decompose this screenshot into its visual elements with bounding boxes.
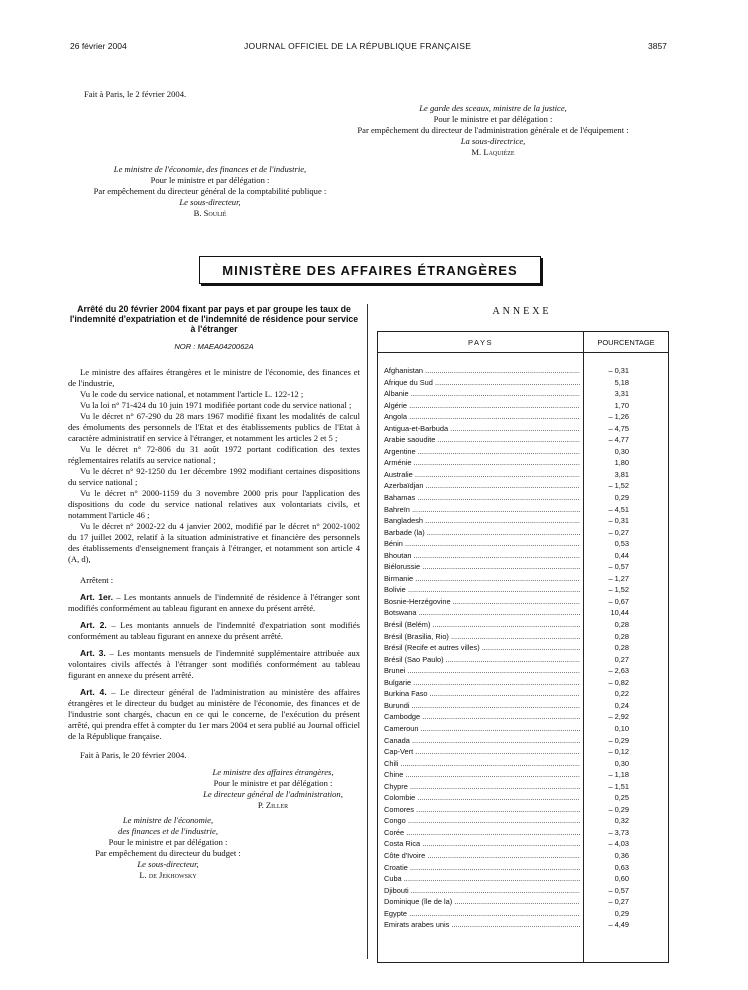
percentage-value: 0,25 bbox=[614, 793, 629, 803]
table-row bbox=[384, 896, 662, 908]
table-row bbox=[384, 815, 662, 827]
country-name: Biélorussie ..... bbox=[384, 561, 580, 573]
table-row bbox=[384, 584, 662, 596]
percentage-value: 0,24 bbox=[614, 700, 629, 710]
percentage-value: 0,10 bbox=[614, 723, 629, 733]
nor-reference: NOR : MAEA0420062A bbox=[174, 342, 254, 351]
visas bbox=[68, 367, 360, 761]
table-row bbox=[384, 827, 662, 839]
country-name: Antigua-et-Barbuda ..... bbox=[384, 423, 580, 435]
country-name: Djibouti ..... bbox=[384, 885, 580, 897]
article-text: – Le directeur général de l'administration au ministère des affaires étrangères et le directeur du budget au ministère de l'économie, des finances et de l'industrie sont chargés, chacun en ce qui le concerne, de l'exécution du présent arrêté, qui prendra effet à compter du 1er mars 2004 et sera publié au Journal officiel de la République française. bbox=[68, 687, 360, 741]
country-name: Emirats arabes unis ..... bbox=[384, 919, 580, 931]
country-name: Brésil (Belém) ..... bbox=[384, 619, 580, 631]
table-row bbox=[384, 504, 662, 516]
header-date: 26 février 2004 bbox=[70, 41, 127, 51]
percentage-value: 0,30 bbox=[614, 758, 629, 768]
percentage-value: 3,81 bbox=[614, 469, 629, 479]
table-row bbox=[384, 561, 662, 573]
sig-line: Le ministre de l'économie, des finances et de l'industrie, bbox=[113, 164, 307, 174]
country-name: Comores ..... bbox=[384, 804, 580, 816]
sig-line: Le directeur général de l'administration, bbox=[203, 789, 343, 799]
article-3 bbox=[68, 648, 360, 681]
table-row bbox=[384, 573, 662, 585]
table-row bbox=[384, 792, 662, 804]
table-row bbox=[384, 885, 662, 897]
visa-paragraph: Vu la loi n° 71-424 du 10 juin 1971 modifiée portant code du service national ; bbox=[80, 400, 352, 410]
percentage-value: – 0,57 bbox=[608, 885, 629, 895]
table-row bbox=[384, 850, 662, 862]
country-name: Bahreïn ..... bbox=[384, 504, 580, 516]
visa-paragraph: Vu le code du service national, et notamment l'article L. 122-12 ; bbox=[80, 389, 304, 399]
percentage-value: – 1,27 bbox=[608, 573, 629, 583]
table-row bbox=[384, 758, 662, 770]
sig-line: Pour le ministre et par délégation : bbox=[213, 778, 333, 788]
signatory-name: L. de Jekhowsky bbox=[139, 870, 197, 880]
signatory-name: M. Laquièze bbox=[471, 147, 515, 157]
table-row bbox=[384, 781, 662, 793]
article-label: Art. 4. bbox=[80, 687, 107, 697]
table-row bbox=[384, 804, 662, 816]
country-name: Algérie ..... bbox=[384, 400, 580, 412]
table-row bbox=[384, 446, 662, 458]
page-number: 3857 bbox=[648, 41, 667, 51]
country-name: Dominique (île de la) ..... bbox=[384, 896, 580, 908]
visa-paragraph: Vu le décret n° 2000-1159 du 3 novembre 2000 pris pour l'application des dispositions du code du service national relatives aux volontariats civils, et notamment l'article 46 ; bbox=[68, 488, 360, 520]
sig-line: Le ministre de l'économie, bbox=[122, 815, 214, 825]
country-name: Brunei ..... bbox=[384, 665, 580, 677]
country-name: Botswana ..... bbox=[384, 607, 580, 619]
visa-paragraph: Vu le décret n° 67-290 du 28 mars 1967 modifié fixant les modalités de calcul des émoluments des personnels de l'Etat et des établissements publics de l'Etat à caractère administratif en service à l'étranger, et notamment les articles 2 et 5 ; bbox=[68, 411, 360, 443]
fait-paris-arrete: Fait à Paris, le 20 février 2004. bbox=[80, 750, 187, 760]
country-name: Azerbaïdjan ..... bbox=[384, 480, 580, 492]
country-name: Burkina Faso ..... bbox=[384, 688, 580, 700]
visa-paragraph: Le ministre des affaires étrangères et le ministre de l'économie, des finances et de l'industrie, bbox=[68, 367, 360, 388]
country-name: Bahamas ..... bbox=[384, 492, 580, 504]
percentage-value: – 1,52 bbox=[608, 481, 629, 491]
signature-affaires-etrangeres bbox=[178, 767, 368, 811]
percentage-value: – 0,31 bbox=[608, 516, 629, 526]
country-name: Bulgarie ..... bbox=[384, 677, 580, 689]
table-row bbox=[384, 919, 662, 931]
country-name: Burundi ..... bbox=[384, 700, 580, 712]
percentage-value: 0,29 bbox=[614, 493, 629, 503]
country-name: Cuba ..... bbox=[384, 873, 580, 885]
percentage-value: 0,28 bbox=[614, 631, 629, 641]
country-name: Chine ..... bbox=[384, 769, 580, 781]
sig-line: Pour le ministre et par délégation : bbox=[150, 175, 270, 185]
sig-line: Le ministre des affaires étrangères, bbox=[212, 767, 334, 777]
sig-line: des finances et de l'industrie, bbox=[118, 826, 218, 836]
percentage-value: 0,36 bbox=[614, 850, 629, 860]
percentage-value: – 0,82 bbox=[608, 677, 629, 687]
percentage-value: – 0,12 bbox=[608, 747, 629, 757]
percentage-value: – 0,67 bbox=[608, 596, 629, 606]
table-row bbox=[384, 434, 662, 446]
percentage-value: – 0,27 bbox=[608, 897, 629, 907]
country-name: Birmanie ..... bbox=[384, 573, 580, 585]
table-row bbox=[384, 538, 662, 550]
ministry-heading: MINISTÈRE DES AFFAIRES ÉTRANGÈRES bbox=[199, 256, 541, 284]
percentage-value: – 0,29 bbox=[608, 804, 629, 814]
table-row bbox=[384, 838, 662, 850]
country-name: Cambodge ..... bbox=[384, 711, 580, 723]
table-row bbox=[384, 377, 662, 389]
country-name: Afrique du Sud ..... bbox=[384, 377, 580, 389]
table-row bbox=[384, 527, 662, 539]
signatory-name: P. Ziller bbox=[257, 800, 289, 810]
country-name: Arménie ..... bbox=[384, 457, 580, 469]
table-row bbox=[384, 746, 662, 758]
country-name: Egypte ..... bbox=[384, 908, 580, 920]
table-row bbox=[384, 908, 662, 920]
table-row bbox=[384, 607, 662, 619]
country-name: Cap-Vert ..... bbox=[384, 746, 580, 758]
percentage-value: – 1,18 bbox=[608, 770, 629, 780]
country-name: Chypre ..... bbox=[384, 781, 580, 793]
signatory-name: B. Soulié bbox=[193, 208, 227, 218]
table-row bbox=[384, 688, 662, 700]
article-4 bbox=[68, 687, 360, 742]
country-name: Cameroun ..... bbox=[384, 723, 580, 735]
percentage-value: 5,18 bbox=[614, 377, 629, 387]
percentage-value: 0,53 bbox=[614, 539, 629, 549]
table-row bbox=[384, 677, 662, 689]
table-row bbox=[384, 862, 662, 874]
table-row bbox=[384, 665, 662, 677]
annexe-title: ANNEXE bbox=[492, 306, 552, 317]
table-row bbox=[384, 873, 662, 885]
percentage-value: – 0,31 bbox=[608, 366, 629, 375]
country-name: Angola ..... bbox=[384, 411, 580, 423]
column-header-pourcentage: POURCENTAGE bbox=[584, 332, 668, 353]
percentage-value: – 3,73 bbox=[608, 827, 629, 837]
table-row bbox=[384, 411, 662, 423]
percentage-value: 0,44 bbox=[614, 550, 629, 560]
country-name: Australie ..... bbox=[384, 469, 580, 481]
percentage-value: 1,80 bbox=[614, 458, 629, 468]
annexe-table bbox=[377, 331, 669, 963]
percentage-value: 0,29 bbox=[614, 908, 629, 918]
percentage-value: 0,28 bbox=[614, 620, 629, 630]
sig-line: Le sous-directeur, bbox=[179, 197, 241, 207]
country-name: Bolivie ..... bbox=[384, 584, 580, 596]
table-body bbox=[384, 365, 662, 931]
article-1 bbox=[68, 592, 360, 614]
percentage-value: 0,27 bbox=[614, 654, 629, 664]
country-name: Brésil (Recife et autres villes) ..... bbox=[384, 642, 580, 654]
country-name: Costa Rica ..... bbox=[384, 838, 580, 850]
table-row bbox=[384, 631, 662, 643]
table-row bbox=[384, 365, 662, 377]
percentage-value: 0,63 bbox=[614, 862, 629, 872]
country-name: Colombie ..... bbox=[384, 792, 580, 804]
sig-line: La sous-directrice, bbox=[460, 136, 526, 146]
percentage-value: 1,70 bbox=[614, 400, 629, 410]
country-name: Barbade (la) ..... bbox=[384, 527, 580, 539]
country-name: Chili ..... bbox=[384, 758, 580, 770]
article-label: Art. 3. bbox=[80, 648, 106, 658]
visa-paragraph: Vu le décret n° 92-1250 du 1er décembre 1992 modifiant certaines dispositions du service national ; bbox=[68, 466, 360, 487]
percentage-value: – 4,77 bbox=[608, 435, 629, 445]
article-label: Art. 2. bbox=[80, 620, 107, 630]
percentage-value: – 0,27 bbox=[608, 527, 629, 537]
percentage-value: 0,32 bbox=[614, 816, 629, 826]
article-text: – Les montants annuels de l'indemnité de résidence à l'étranger sont modifiés conformément au tableau figurant en annexe du présent arrêté. bbox=[68, 592, 360, 613]
sig-line: Pour le ministre et par délégation : bbox=[433, 114, 553, 124]
country-name: Croatie ..... bbox=[384, 862, 580, 874]
column-divider bbox=[367, 304, 368, 959]
country-name: Bhoutan ..... bbox=[384, 550, 580, 562]
table-row bbox=[384, 480, 662, 492]
percentage-value: – 4,51 bbox=[608, 504, 629, 514]
percentage-value: – 1,26 bbox=[608, 412, 629, 422]
left-signature bbox=[48, 164, 372, 219]
fait-paris-top: Fait à Paris, le 2 février 2004. bbox=[84, 89, 187, 99]
country-name: Bénin ..... bbox=[384, 538, 580, 550]
right-signature bbox=[300, 103, 686, 158]
journal-title: JOURNAL OFFICIEL DE LA RÉPUBLIQUE FRANÇAISE bbox=[244, 41, 472, 51]
percentage-value: 0,30 bbox=[614, 446, 629, 456]
percentage-value: 3,31 bbox=[614, 389, 629, 399]
percentage-value: – 0,57 bbox=[608, 562, 629, 572]
country-name: Bangladesh ..... bbox=[384, 515, 580, 527]
sig-line: Par empêchement du directeur de l'administration générale et de l'équipement : bbox=[357, 125, 629, 135]
table-row bbox=[384, 388, 662, 400]
percentage-value: – 1,52 bbox=[608, 585, 629, 595]
table-row bbox=[384, 550, 662, 562]
percentage-value: 0,28 bbox=[614, 643, 629, 653]
sig-line: Pour le ministre et par délégation : bbox=[108, 837, 228, 847]
percentage-value: – 4,75 bbox=[608, 423, 629, 433]
percentage-value: 0,60 bbox=[614, 874, 629, 884]
table-row bbox=[384, 596, 662, 608]
country-name: Congo ..... bbox=[384, 815, 580, 827]
sig-line: Par empêchement du directeur général de la comptabilité publique : bbox=[93, 186, 327, 196]
visa-paragraph: Vu le décret n° 2002-22 du 4 janvier 2002, modifié par le décret n° 2002-1002 du 17 juillet 2002, relatif à la situation administrative et financière des personnels des établissements d'enseignement français à l'étranger, et notamment son article 4 (A, d), bbox=[68, 521, 360, 564]
arrete-column bbox=[68, 304, 360, 881]
table-row bbox=[384, 735, 662, 747]
country-name: Brésil (Brasilia, Rio) ..... bbox=[384, 631, 580, 643]
table-row bbox=[384, 492, 662, 504]
country-name: Afghanistan ..... bbox=[384, 365, 580, 377]
article-2 bbox=[68, 620, 360, 642]
country-name: Canada ..... bbox=[384, 735, 580, 747]
percentage-value: 0,22 bbox=[614, 689, 629, 699]
sig-line: Le sous-directeur, bbox=[137, 859, 199, 869]
country-name: Arabie saoudite ..... bbox=[384, 434, 580, 446]
percentage-value: – 4,03 bbox=[608, 839, 629, 849]
percentage-value: – 4,49 bbox=[608, 920, 629, 930]
table-row bbox=[384, 700, 662, 712]
table-row bbox=[384, 400, 662, 412]
sig-line: Par empêchement du directeur du budget : bbox=[95, 848, 241, 858]
percentage-value: – 2,63 bbox=[608, 666, 629, 676]
table-row bbox=[384, 619, 662, 631]
table-row bbox=[384, 515, 662, 527]
table-row bbox=[384, 423, 662, 435]
table-row bbox=[384, 642, 662, 654]
column-header-pays: PAYS bbox=[378, 332, 584, 353]
arrete-title: Arrêté du 20 février 2004 fixant par pays et par groupe les taux de l'indemnité d'expatriation et de l'indemnité de résidence pour service à l'étranger bbox=[69, 304, 359, 334]
percentage-value: 10,44 bbox=[610, 608, 629, 618]
percentage-value: – 0,29 bbox=[608, 735, 629, 745]
article-text: – Les montants mensuels de l'indemnité supplémentaire attribuée aux volontaires civils affectés à l'étranger sont modifiés conformément au tableau figurant en annexe du présent arrêté. bbox=[68, 648, 360, 680]
signature-economie bbox=[48, 815, 288, 881]
country-name: Côte d'Ivoire ..... bbox=[384, 850, 580, 862]
arretent-label: Arrêtent : bbox=[80, 575, 114, 585]
sig-line: Le garde des sceaux, ministre de la justice, bbox=[419, 103, 567, 113]
table-row bbox=[384, 457, 662, 469]
article-text: – Les montants annuels de l'indemnité d'expatriation sont modifiés conformément au tableau figurant en annexe du présent arrêté. bbox=[68, 620, 360, 641]
table-row bbox=[384, 711, 662, 723]
table-row bbox=[384, 723, 662, 735]
visa-paragraph: Vu le décret n° 72-806 du 31 août 1972 portant codification des textes réglementaires relatifs au service national ; bbox=[68, 444, 360, 465]
country-name: Corée ..... bbox=[384, 827, 580, 839]
country-name: Bosnie-Herzégovine ..... bbox=[384, 596, 580, 608]
country-name: Albanie ..... bbox=[384, 388, 580, 400]
table-row bbox=[384, 769, 662, 781]
table-row bbox=[384, 654, 662, 666]
country-name: Brésil (Sao Paulo) ..... bbox=[384, 654, 580, 666]
percentage-value: – 1,51 bbox=[608, 781, 629, 791]
article-label: Art. 1er. bbox=[80, 592, 114, 602]
percentage-value: – 2,92 bbox=[608, 712, 629, 722]
table-row bbox=[384, 469, 662, 481]
country-name: Argentine ..... bbox=[384, 446, 580, 458]
